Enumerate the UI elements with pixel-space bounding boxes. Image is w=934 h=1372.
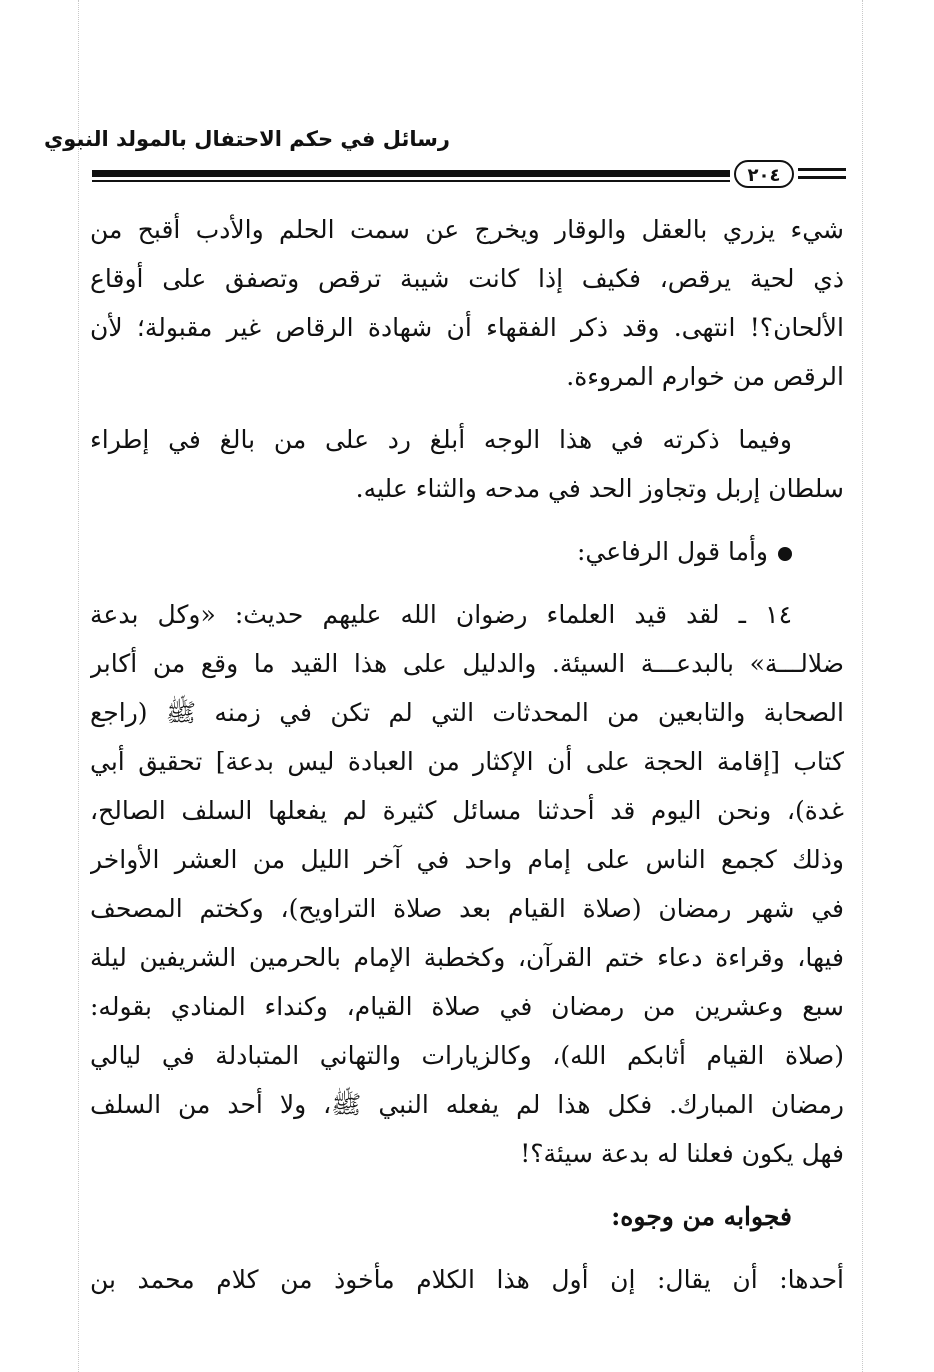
header-rule-right-lower [798,176,846,179]
text-line: رمضان المبارك. فكل هذا لم يفعله النبي ﷺ، ولا أحد من السلف [90,1090,844,1119]
text-line: سبع وعشرين من رمضان في صلاة القيام، وكنداء المنادي بقوله: [90,992,844,1021]
running-header-title: رسائل في حكم الاحتفال بالمولد النبوي [44,127,450,151]
text-line: ذي لحية يرقص، فكيف إذا كانت شيبة ترقص وتصفق على أوقاع [90,264,844,293]
paragraph-gap [90,401,844,415]
text-line: كتاب [إقامة الحجة على أن الإكثار من العبادة ليس بدعة] تحقيق أبي [90,747,844,776]
text-line: أحدها: أن يقال: إن أول هذا الكلام مأخوذ من كلام محمد بن [90,1265,844,1294]
text-line: فهل يكون فعلنا له بدعة سيئة؟! [520,1139,844,1168]
text-line: في شهر رمضان (صلاة القيام بعد صلاة التراويح)، وكختم المصحف [90,894,844,923]
paragraph-gap [90,513,844,527]
text-line: (صلاة القيام أثابكم الله)، وكالزيارات والتهاني المتبادلة في ليالي [90,1041,844,1070]
paragraph-gap [90,576,844,590]
page-number-badge: ٢٠٤ [734,160,794,188]
paragraph-gap [90,1241,844,1255]
header-rule-right-upper [798,168,846,171]
page-edge-marks-right [862,0,865,1372]
bullet-heading [90,527,844,576]
bullet-heading-text: وأما قول الرفاعي: [576,537,768,566]
text-line: فجوابه من وجوه: [611,1202,792,1231]
text-line: سلطان إربل وتجاوز الحد في مدحه والثناء عليه. [355,474,844,503]
text-line: فيها، وقراءة دعاء ختم القرآن، وكخطبة الإمام بالحرمين الشريفين ليلة [90,943,844,972]
header-rule-thick [92,170,730,177]
text-line: وذلك كجمع الناس على إمام واحد في آخر الليل من العشر الأواخر [90,845,844,874]
main-text-block [90,205,844,1304]
header-rule-thin [92,180,730,182]
text-line: ضلالـــة» بالبدعـــة السيئة. والدليل على هذا القيد ما وقع من أكابر [90,649,844,678]
bullet-dot-icon [778,547,792,561]
text-line: الرقص من خوارم المروءة. [566,362,844,391]
text-line: الصحابة والتابعين من المحدثات التي لم تكن في زمنه ﷺ (راجع [90,698,844,727]
text-line: شيء يزري بالعقل والوقار ويخرج عن سمت الحلم والأدب أقبح من [90,215,844,244]
text-line: غدة)، ونحن اليوم قد أحدثنا مسائل كثيرة لم يفعلها السلف الصالح، [90,796,844,825]
text-line: الألحان؟! انتهى. وقد ذكر الفقهاء أن شهادة الرقاص غير مقبولة؛ لأن [90,313,844,342]
paragraph-gap [90,1178,844,1192]
page-edge-marks-left [78,0,81,1372]
text-line: ١٤ ـ لقد قيد العلماء رضوان الله عليهم حديث: «وكل بدعة [90,600,792,629]
text-line: وفيما ذكرته في هذا الوجه أبلغ رد على من بالغ في إطراء [90,425,792,454]
